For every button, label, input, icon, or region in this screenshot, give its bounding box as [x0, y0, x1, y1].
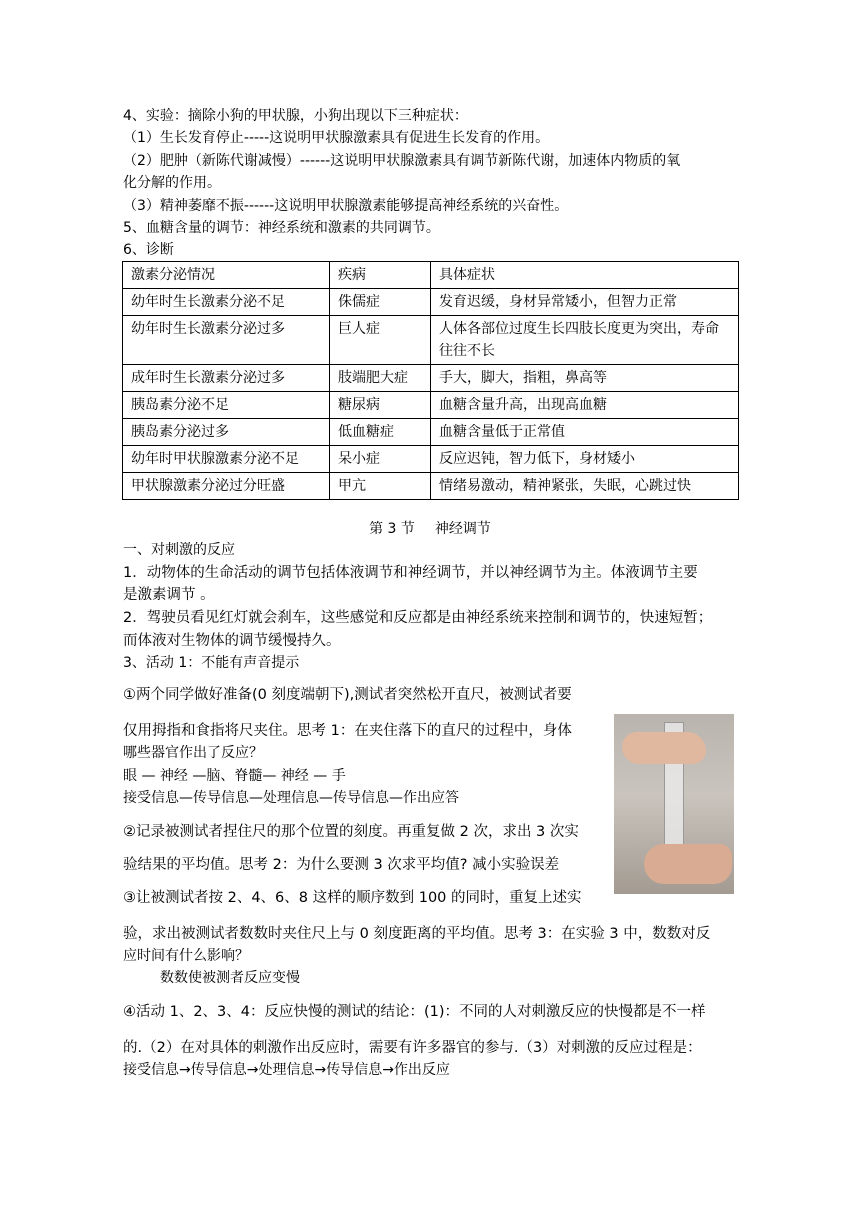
table-cell: 血糖含量升高，出现高血糖	[431, 392, 739, 419]
table-header-row	[123, 262, 739, 289]
part1-p2a: 2．驾驶员看见红灯就会刹车，这些感觉和反应都是由神经系统来控制和调节的，快速短暂；	[123, 610, 713, 626]
activity-step4-line2: 的.（2）在对具体的刺激作出反应时，需要有许多器官的参与.（3）对刺激的反应过程是：	[123, 1040, 702, 1056]
table-cell: 肢端肥大症	[330, 365, 431, 392]
table-cell: 甲状腺激素分泌过分旺盛	[123, 473, 330, 500]
activity-step2-line2: 验结果的平均值。思考 2：为什么要测 3 次求平均值? 减小实验误差	[123, 857, 560, 873]
table-cell: 反应迟钝，智力低下，身材矮小	[431, 446, 739, 473]
table-header-cell: 激素分泌情况	[123, 262, 330, 289]
table-cell: 甲亢	[330, 473, 431, 500]
table-row	[123, 365, 739, 392]
table-cell: 幼年时生长激素分泌不足	[123, 289, 330, 316]
part1-p1b: 是激素调节 。	[123, 587, 215, 603]
table-cell: 幼年时甲状腺激素分泌不足	[123, 446, 330, 473]
section6-heading: 6、诊断	[123, 242, 174, 258]
activity-step1-process: 接受信息—传导信息—处理信息—传导信息—作出应答	[123, 790, 459, 806]
chapter-number: 第 3 节	[369, 521, 415, 537]
activity-step1-pathway: 眼 — 神经 —脑、脊髓— 神经 — 手	[123, 768, 346, 784]
part1-heading: 一、对刺激的反应	[123, 542, 235, 558]
section4-item2b: 化分解的作用。	[123, 175, 221, 191]
hand-bottom-shape	[644, 844, 732, 884]
table-row	[123, 446, 739, 473]
part1-p1a: 1．动物体的生命活动的调节包括体液调节和神经调节，并以神经调节为主。体液调节主要	[123, 565, 698, 581]
activity-step4-line1: ④活动 1、2、3、4：反应快慢的测试的结论：(1)：不同的人对刺激反应的快慢都是不一样	[123, 1004, 706, 1020]
hand-top-shape	[622, 732, 706, 764]
table-cell: 情绪易激动，精神紧张，失眠，心跳过快	[431, 473, 739, 500]
table-cell: 胰岛素分泌过多	[123, 419, 330, 446]
table-cell: 发育迟缓，身材异常矮小，但智力正常	[431, 289, 739, 316]
table-row	[123, 316, 739, 365]
ruler-drop-photo	[614, 714, 734, 894]
table-cell: 成年时生长激素分泌过多	[123, 365, 330, 392]
chapter-name: 神经调节	[434, 521, 491, 537]
activity-step1-line2: 仅用拇指和食指将尺夹住。思考 1：在夹住落下的直尺的过程中，身体	[123, 723, 572, 739]
chapter-title	[0, 518, 860, 538]
section5-text: 5、血糖含量的调节：神经系统和激素的共同调节。	[123, 220, 440, 236]
activity-step3-answer: 数数使被测者反应变慢	[160, 970, 300, 986]
table-row	[123, 419, 739, 446]
table-cell: 手大，脚大，指粗，鼻高等	[431, 365, 739, 392]
table-cell: 幼年时生长激素分泌过多	[123, 316, 330, 365]
part1-p2b: 而体液对生物体的调节缓慢持久。	[123, 633, 341, 649]
table-cell: 糖尿病	[330, 392, 431, 419]
activity-step1-line3: 哪些器官作出了反应？	[123, 745, 263, 761]
activity-step1-line1: ①两个同学做好准备(0 刻度端朝下),测试者突然松开直尺，被测试者要	[123, 687, 572, 703]
activity-step2-line1: ②记录被测试者捏住尺的那个位置的刻度。再重复做 2 次，求出 3 次实	[123, 824, 579, 840]
table-cell: 侏儒症	[330, 289, 431, 316]
activity-step4-line3: 接受信息→传导信息→处理信息→传导信息→作出反应	[123, 1062, 450, 1078]
section4-item3: （3）精神萎靡不振------这说明甲状腺激素能够提高神经系统的兴奋性。	[123, 198, 569, 214]
table-cell: 血糖含量低于正常值	[431, 419, 739, 446]
table-cell: 人体各部位过度生长四肢长度更为突出，寿命往往不长	[431, 316, 739, 365]
activity-step3-line2: 验，求出被测试者数数时夹住尺上与 0 刻度距离的平均值。思考 3：在实验 3 中，数数对反	[123, 926, 711, 942]
activity-step3-line1: ③让被测试者按 2、4、6、8 这样的顺序数到 100 的同时，重复上述实	[123, 890, 582, 906]
section4-item2a: （2）肥肿（新陈代谢减慢）------这说明甲状腺激素具有调节新陈代谢，加速体内物质的氧	[123, 153, 681, 169]
diagnosis-table	[122, 261, 739, 500]
table-cell: 巨人症	[330, 316, 431, 365]
table-row	[123, 473, 739, 500]
part1-p3: 3、活动 1：不能有声音提示	[123, 655, 300, 671]
table-header-cell: 疾病	[330, 262, 431, 289]
table-cell: 低血糖症	[330, 419, 431, 446]
table-cell: 胰岛素分泌不足	[123, 392, 330, 419]
activity-step3-line3: 应时间有什么影响？	[123, 948, 249, 964]
table-row	[123, 392, 739, 419]
section4-heading: 4、实验：摘除小狗的甲状腺，小狗出现以下三种症状：	[123, 108, 468, 124]
table-header-cell: 具体症状	[431, 262, 739, 289]
section4-item1: （1）生长发育停止-----这说明甲状腺激素具有促进生长发育的作用。	[123, 130, 550, 146]
table-cell: 呆小症	[330, 446, 431, 473]
table-row	[123, 289, 739, 316]
